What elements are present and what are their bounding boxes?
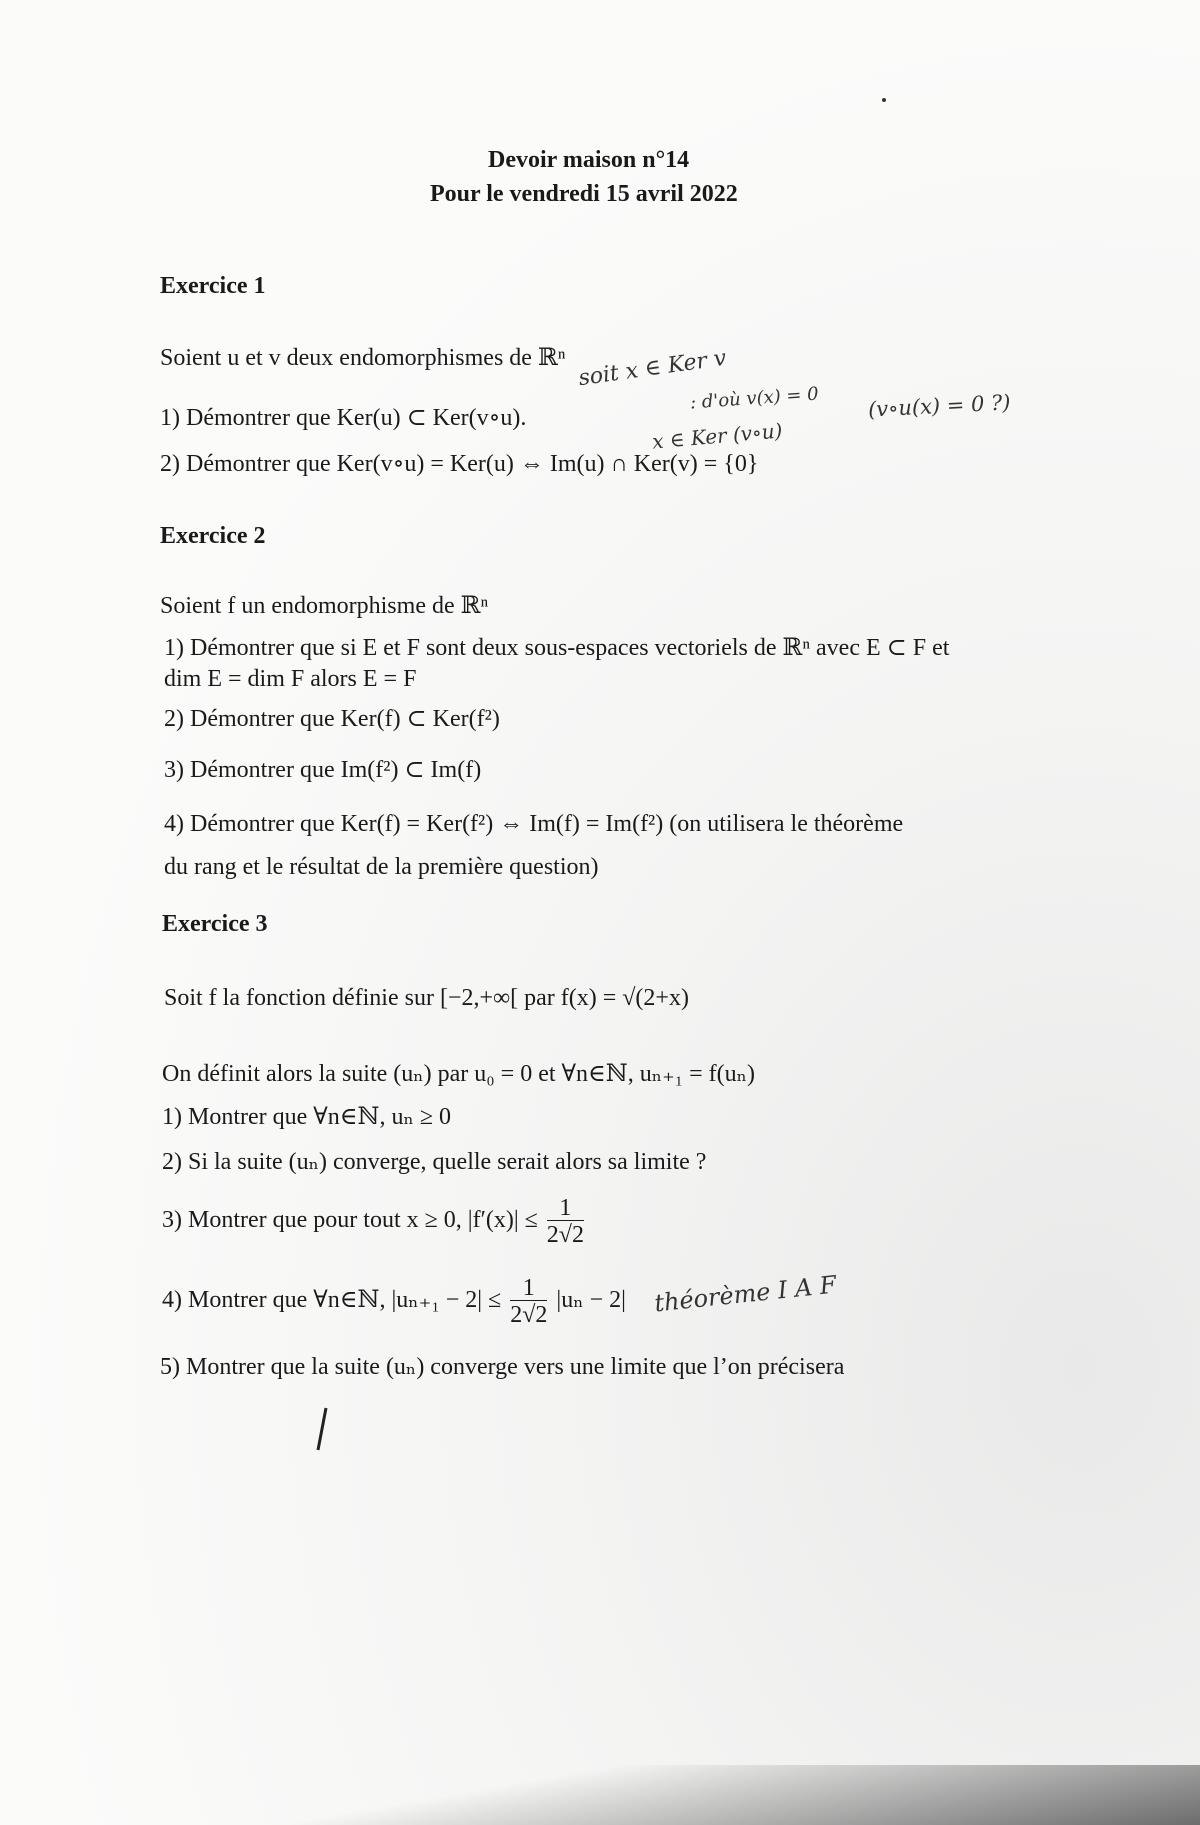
exercise-1-question-2: 2) Démontrer que Ker(v∘u) = Ker(u) ⇔ Im(u) ∩ Ker(v) = {0}: [160, 451, 759, 477]
handwritten-note-1: soit x ∈ Ker v: [576, 345, 728, 392]
q4-rhs: |uₙ − 2|: [556, 1287, 626, 1314]
q4-text: 4) Montrer que ∀n∈ℕ, |uₙ₊₁ − 2| ≤: [162, 1287, 502, 1314]
exercise-2-question-1-line-1: 1) Démontrer que si E et F sont deux sous-espaces vectoriels de ℝⁿ avec E ⊂ F et: [164, 635, 950, 661]
exercise-3-intro: Soit f la fonction définie sur [−2,+∞[ par f(x) = √(2+x): [164, 985, 689, 1011]
ink-dot: [880, 96, 890, 106]
handwritten-note-4: (v∘u(x) = 0 ?): [867, 390, 1012, 422]
q3-fraction: [547, 1196, 584, 1247]
q4-denominator: 2√2: [510, 1302, 548, 1328]
handwritten-note-3: x ∈ Ker (v∘u): [651, 418, 784, 454]
exercise-2-question-4-line-1: 4) Démontrer que Ker(f) = Ker(f²) ⇔ Im(f) = Im(f²) (on utilisera le théorème: [164, 811, 904, 837]
page-edge-shadow: [0, 1765, 1200, 1825]
exercise-1-heading: Exercice 1: [160, 273, 266, 299]
exercise-3-sequence-definition: On définit alors la suite (uₙ) par u₀ = 0 et ∀n∈ℕ, uₙ₊₁ = f(uₙ): [162, 1061, 756, 1087]
exercise-3-question-5: 5) Montrer que la suite (uₙ) converge vers une limite que l’on précisera: [160, 1354, 845, 1380]
q3-text: 3) Montrer que pour tout x ≥ 0, |f′(x)| ≤: [162, 1207, 538, 1234]
exercise-1-question-1: 1) Démontrer que Ker(u) ⊂ Ker(v∘u).: [160, 405, 527, 431]
exercise-3-question-1: 1) Montrer que ∀n∈ℕ, uₙ ≥ 0: [162, 1104, 452, 1130]
exercise-3-question-2: 2) Si la suite (uₙ) converge, quelle serait alors sa limite ?: [162, 1149, 707, 1175]
exercise-2-question-3: 3) Démontrer que Im(f²) ⊂ Im(f): [164, 757, 482, 783]
exercise-2-question-1-line-2: dim E = dim F alors E = F: [164, 666, 417, 692]
handwritten-note-5: théorème I A F: [653, 1270, 838, 1318]
q4-fraction: [510, 1276, 547, 1327]
exercise-3-question-4: [162, 1276, 626, 1327]
due-date: Pour le vendredi 15 avril 2022: [430, 181, 738, 207]
exercise-2-heading: Exercice 2: [160, 523, 266, 549]
page-title: Devoir maison n°14: [488, 147, 690, 173]
handwritten-note-2: : d'où v(x) = 0: [689, 383, 820, 414]
q3-numerator: 1: [547, 1196, 584, 1221]
exercise-2-question-2: 2) Démontrer que Ker(f) ⊂ Ker(f²): [164, 706, 500, 732]
exercise-3-heading: Exercice 3: [162, 911, 268, 937]
exercise-1-intro: Soient u et v deux endomorphismes de ℝⁿ: [160, 345, 566, 371]
exercise-3-question-3: [162, 1196, 587, 1247]
exercise-2-question-4-line-2: du rang et le résultat de la première question): [164, 854, 599, 880]
pen-stroke-mark: [312, 1404, 332, 1454]
q3-denominator: 2√2: [546, 1222, 584, 1248]
exercise-2-intro: Soient f un endomorphisme de ℝⁿ: [160, 593, 489, 619]
q4-numerator: 1: [510, 1276, 547, 1301]
